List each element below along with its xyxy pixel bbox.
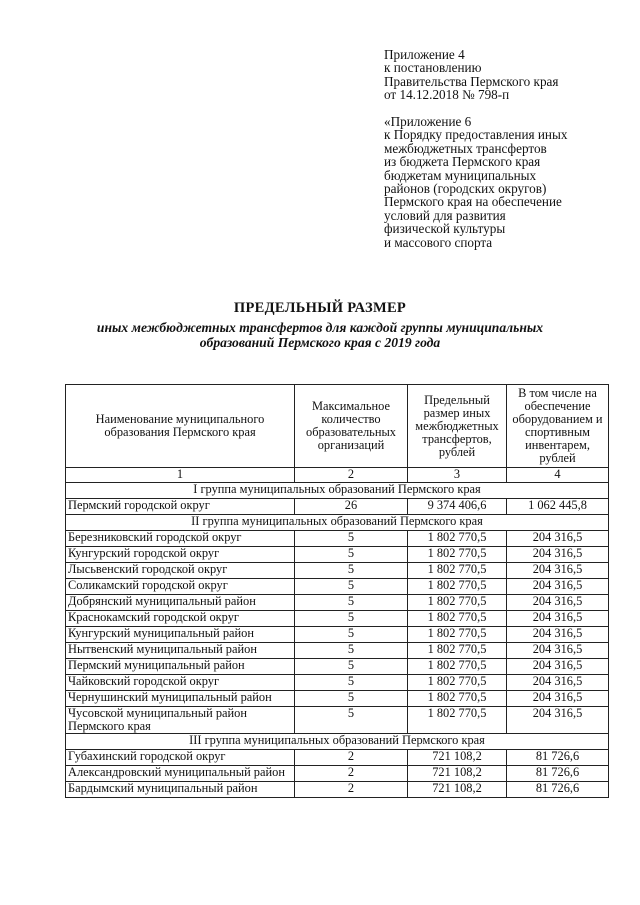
table-row [66,643,609,659]
cell-equipment: 204 316,5 [507,595,609,611]
appendix-4-line: от 14.12.2018 № 798-п [384,87,510,103]
appendix-6-line: к Порядку предоставления иных [384,127,568,143]
table-row [66,707,609,734]
cell-max-count: 5 [295,547,408,563]
table-header-row [66,385,609,468]
cell-name: Соликамский городской округ [66,579,295,595]
group-title: I группа муниципальных образований Пермского края [66,483,609,499]
cell-name: Пермский муниципальный район [66,659,295,675]
cell-max-count: 5 [295,579,408,595]
cell-max-count: 2 [295,766,408,782]
cell-max-count: 5 [295,611,408,627]
cell-max-count: 26 [295,499,408,515]
column-number: 4 [507,468,609,483]
table-row [66,782,609,798]
cell-equipment: 204 316,5 [507,643,609,659]
column-number: 1 [66,468,295,483]
document-subtitle [0,321,640,350]
cell-name: Бардымский муниципальный район [66,782,295,798]
column-number: 3 [408,468,507,483]
appendix-6-line: бюджетам муниципальных [384,167,537,183]
cell-transfer-limit: 1 802 770,5 [408,531,507,547]
cell-name: Березниковский городской округ [66,531,295,547]
cell-max-count: 5 [295,595,408,611]
group-header-row [66,734,609,750]
cell-equipment: 81 726,6 [507,750,609,766]
cell-max-count: 5 [295,691,408,707]
table-row [66,611,609,627]
cell-equipment: 204 316,5 [507,611,609,627]
cell-transfer-limit: 1 802 770,5 [408,643,507,659]
appendix-6-line: Пермского края на обеспечение [384,194,562,210]
table-row [66,627,609,643]
cell-equipment: 204 316,5 [507,707,609,734]
cell-name: Кунгурский городской округ [66,547,295,563]
appendix-6-reference [384,115,634,249]
cell-transfer-limit: 1 802 770,5 [408,627,507,643]
transfer-limits-table [65,384,609,798]
group-header-row [66,515,609,531]
cell-name: Александровский муниципальный район [66,766,295,782]
cell-name: Чернушинский муниципальный район [66,691,295,707]
cell-max-count: 5 [295,643,408,659]
cell-equipment: 204 316,5 [507,547,609,563]
appendix-6-line: физической культуры [384,221,506,237]
cell-equipment: 1 062 445,8 [507,499,609,515]
cell-max-count: 5 [295,659,408,675]
cell-name: Нытвенский муниципальный район [66,643,295,659]
cell-equipment: 81 726,6 [507,782,609,798]
cell-name: Чусовской муниципальный район Пермского края [66,707,295,734]
table-row [66,547,609,563]
cell-equipment: 204 316,5 [507,563,609,579]
cell-transfer-limit: 1 802 770,5 [408,675,507,691]
table-row [66,563,609,579]
cell-equipment: 204 316,5 [507,531,609,547]
cell-max-count: 5 [295,707,408,734]
cell-transfer-limit: 1 802 770,5 [408,579,507,595]
cell-max-count: 5 [295,531,408,547]
document-title: ПРЕДЕЛЬНЫЙ РАЗМЕР [233,300,407,316]
cell-transfer-limit: 1 802 770,5 [408,659,507,675]
table-row [66,659,609,675]
cell-equipment: 81 726,6 [507,766,609,782]
table-row [66,675,609,691]
cell-equipment: 204 316,5 [507,627,609,643]
header-equipment: В том числе на обеспечение оборудованием и спортивным инвентарем, рублей [507,385,609,468]
group-title: II группа муниципальных образований Пермского края [66,515,609,531]
cell-name: Лысьвенский городской округ [66,563,295,579]
cell-transfer-limit: 1 802 770,5 [408,691,507,707]
cell-transfer-limit: 721 108,2 [408,766,507,782]
subtitle-line-2: образований Пермского края с 2019 года [199,334,441,350]
appendix-6-line: межбюджетных трансфертов [384,140,547,156]
appendix-6-line: и массового спорта [384,234,493,250]
cell-equipment: 204 316,5 [507,579,609,595]
column-number-row [66,468,609,483]
appendix-4-line: Приложение 4 [384,47,465,62]
cell-transfer-limit: 721 108,2 [408,750,507,766]
cell-max-count: 5 [295,563,408,579]
cell-name: Кунгурский муниципальный район [66,627,295,643]
cell-transfer-limit: 1 802 770,5 [408,595,507,611]
table-row [66,766,609,782]
cell-name: Чайковский городской округ [66,675,295,691]
header-name: Наименование муниципального образования Пермского края [66,385,295,468]
group-title: III группа муниципальных образований Пермского края [66,734,609,750]
table-row [66,691,609,707]
appendix-6-line: «Приложение 6 [384,114,472,129]
cell-transfer-limit: 1 802 770,5 [408,563,507,579]
table-row [66,499,609,515]
cell-transfer-limit: 1 802 770,5 [408,707,507,734]
group-header-row [66,483,609,499]
appendix-4-reference [384,48,634,102]
cell-max-count: 5 [295,675,408,691]
cell-name: Добрянский муниципальный район [66,595,295,611]
cell-transfer-limit: 1 802 770,5 [408,547,507,563]
header-max-count: Максимальное количество образовательных организаций [295,385,408,468]
table-row [66,595,609,611]
appendix-4-line: к постановлению [384,60,482,76]
appendix-6-line: условий для развития [384,207,506,223]
cell-name: Пермский городской округ [66,499,295,515]
column-number: 2 [295,468,408,483]
appendix-4-line: Правительства Пермского края [384,73,559,89]
appendix-6-line: из бюджета Пермского края [384,154,541,170]
cell-transfer-limit: 721 108,2 [408,782,507,798]
table-body [66,468,609,798]
cell-name: Губахинский городской округ [66,750,295,766]
header-transfer-limit: Предельный размер иных межбюджетных трансфертов, рублей [408,385,507,468]
table-row [66,750,609,766]
cell-equipment: 204 316,5 [507,659,609,675]
cell-equipment: 204 316,5 [507,675,609,691]
cell-equipment: 204 316,5 [507,691,609,707]
appendix-6-line: районов (городских округов) [384,181,547,197]
table-row [66,531,609,547]
cell-max-count: 5 [295,627,408,643]
table-row [66,579,609,595]
subtitle-line-1: иных межбюджетных трансфертов для каждой группы муниципальных [96,320,544,335]
cell-name: Краснокамский городской округ [66,611,295,627]
cell-transfer-limit: 1 802 770,5 [408,611,507,627]
cell-max-count: 2 [295,782,408,798]
cell-transfer-limit: 9 374 406,6 [408,499,507,515]
cell-max-count: 2 [295,750,408,766]
